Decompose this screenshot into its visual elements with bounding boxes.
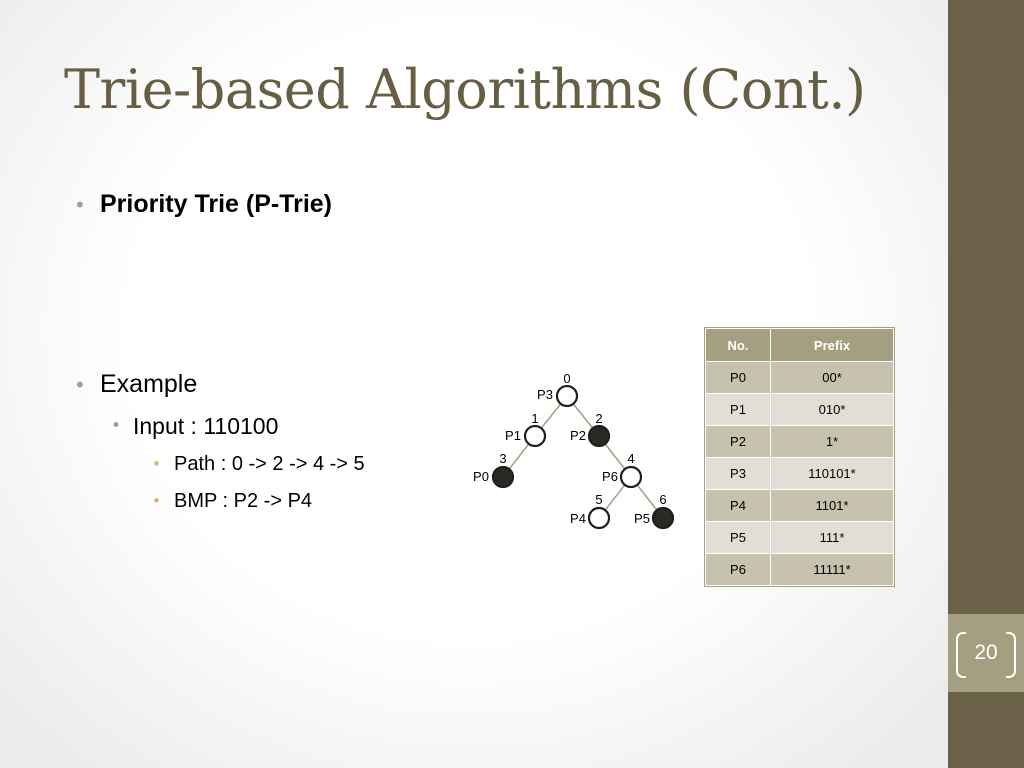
table-row: [706, 362, 894, 394]
priority-trie-diagram: [460, 360, 700, 540]
trie-node-prefix-label: P4: [570, 511, 586, 526]
bullet-input: Input : 110100: [133, 413, 279, 439]
prefix-table: [705, 328, 894, 586]
trie-node-prefix-label: P1: [505, 428, 521, 443]
trie-node-prefix-label: P6: [602, 469, 618, 484]
cell-no: P4: [706, 490, 771, 522]
trie-node: [589, 508, 609, 528]
cell-prefix: 1*: [771, 426, 894, 458]
trie-node-prefix-label: P5: [634, 511, 650, 526]
trie-node-prefix-label: P2: [570, 428, 586, 443]
table-row: [706, 426, 894, 458]
trie-node: [557, 386, 577, 406]
bullet-path: Path : 0 -> 2 -> 4 -> 5: [174, 453, 365, 475]
trie-node-prefix-label: P3: [537, 387, 553, 402]
trie-node: [621, 467, 641, 487]
cell-no: P5: [706, 522, 771, 554]
trie-node-id-label: 5: [595, 492, 603, 507]
table-row: [706, 458, 894, 490]
cell-no: P6: [706, 554, 771, 586]
trie-node-id-label: 2: [595, 411, 603, 426]
trie-node-id-label: 3: [499, 451, 507, 466]
cell-no: P2: [706, 426, 771, 458]
trie-nodes: [473, 371, 673, 528]
table-header-row: [706, 329, 894, 362]
bullet-priority-trie: Priority Trie (P-Trie): [100, 190, 333, 218]
trie-node-id-label: 0: [563, 371, 571, 386]
cell-prefix: 010*: [771, 394, 894, 426]
cell-prefix: 111*: [771, 522, 894, 554]
table-row: [706, 394, 894, 426]
trie-edges: [503, 396, 663, 518]
cell-prefix: 00*: [771, 362, 894, 394]
cell-prefix: 1101*: [771, 490, 894, 522]
table-row: [706, 522, 894, 554]
trie-node-id-label: 4: [627, 451, 635, 466]
bullet-dot: •: [74, 373, 86, 397]
header-no: No.: [706, 329, 771, 362]
page-number: 20: [974, 641, 998, 664]
trie-node: [589, 426, 609, 446]
cell-no: P0: [706, 362, 771, 394]
slide-title: Trie-based Algorithms (Cont.): [64, 58, 866, 121]
header-prefix: Prefix: [771, 329, 894, 362]
trie-node-prefix-label: P0: [473, 469, 489, 484]
cell-no: P1: [706, 394, 771, 426]
bullet-example: Example: [100, 370, 198, 398]
bullet-bmp: BMP : P2 -> P4: [174, 490, 313, 512]
sub-sub-bullet-dot: •: [152, 492, 161, 510]
cell-no: P3: [706, 458, 771, 490]
trie-node: [493, 467, 513, 487]
trie-node: [525, 426, 545, 446]
table-row: [706, 490, 894, 522]
cell-prefix: 110101*: [771, 458, 894, 490]
sub-bullet-dot: •: [111, 416, 122, 436]
table-row: [706, 554, 894, 586]
cell-prefix: 11111*: [771, 554, 894, 586]
trie-node: [653, 508, 673, 528]
trie-node-id-label: 1: [531, 411, 539, 426]
trie-node-id-label: 6: [659, 492, 667, 507]
sub-sub-bullet-dot: •: [152, 455, 161, 473]
bullet-dot: •: [74, 193, 86, 217]
